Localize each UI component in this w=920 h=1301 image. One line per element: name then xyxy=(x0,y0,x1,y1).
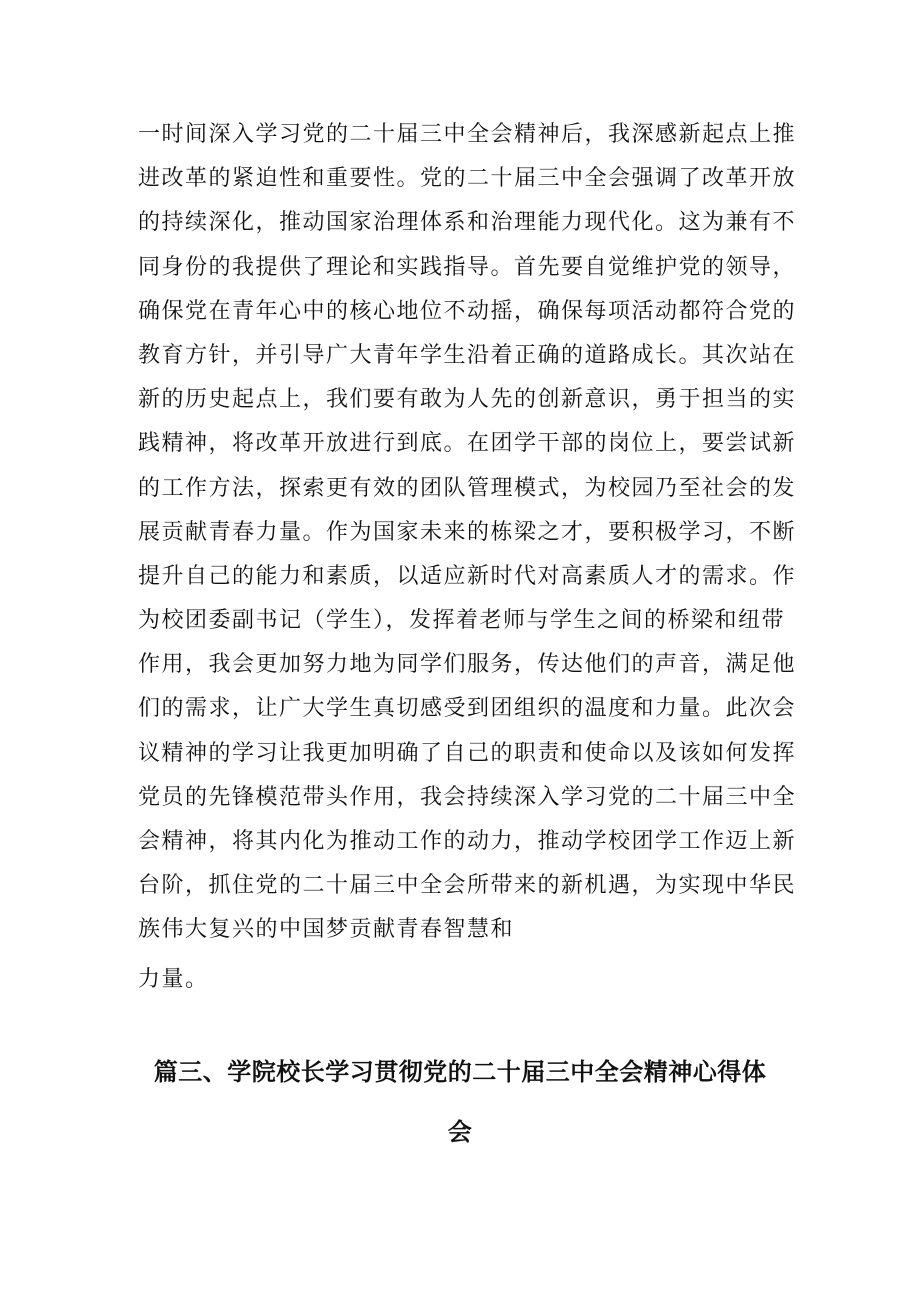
paragraph-line: 进改革的紧迫性和重要性。党的二十届三中全会强调了改革开放 xyxy=(138,166,797,192)
paragraph-line: 会精神，将其内化为推动工作的动力，推动学校团学工作迈上新 xyxy=(138,829,797,854)
paragraph-line: 新的历史起点上，我们要有敢为人先的创新意识，勇于担当的实 xyxy=(138,387,797,413)
body-paragraph xyxy=(138,113,798,953)
paragraph-line: 一时间深入学习党的二十届三中全会精神后，我深感新起点上推 xyxy=(138,122,797,147)
paragraph-line: 教育方针，并引导广大青年学生沿着正确的道路成长。其次站在 xyxy=(138,342,797,368)
paragraph-tail-line: 力量。 xyxy=(138,967,209,992)
paragraph-line: 台阶，抓住党的二十届三中全会所带来的新机遇，为实现中华民 xyxy=(138,873,797,899)
paragraph-line: 的持续深化，推动国家治理体系和治理能力现代化。这为兼有不 xyxy=(138,210,797,236)
section-heading-continuation: 会 xyxy=(447,1118,473,1146)
paragraph-line: 践精神，将改革开放进行到底。在团学干部的岗位上，要尝试新 xyxy=(138,431,797,457)
paragraph-line: 同身份的我提供了理论和实践指导。首先要自觉维护党的领导， xyxy=(138,254,797,280)
paragraph-line: 作用，我会更加努力地为同学们服务，传达他们的声音，满足他 xyxy=(138,652,797,678)
paragraph-line: 确保党在青年心中的核心地位不动摇，确保每项活动都符合党的 xyxy=(138,298,797,324)
section-heading: 篇三、学院校长学习贯彻党的二十届三中全会精神心得体 xyxy=(153,1058,767,1086)
paragraph-line: 提升自己的能力和素质，以适应新时代对高素质人才的需求。作 xyxy=(138,563,797,589)
paragraph-line: 为校团委副书记（学生），发挥着老师与学生之间的桥梁和纽带 xyxy=(138,608,786,634)
paragraph-line: 族伟大复兴的中国梦贡献青春智慧和 xyxy=(138,917,515,943)
paragraph-line: 展贡献青春力量。作为国家未来的栋梁之才，要积极学习，不断 xyxy=(138,519,797,545)
paragraph-line: 党员的先锋模范带头作用，我会持续深入学习党的二十届三中全 xyxy=(138,784,797,810)
paragraph-line: 们的需求，让广大学生真切感受到团组织的温度和力量。此次会 xyxy=(138,696,797,722)
paragraph-line: 议精神的学习让我更加明确了自己的职责和使命以及该如何发挥 xyxy=(138,740,797,766)
paragraph-line: 的工作方法，探索更有效的团队管理模式，为校园乃至社会的发 xyxy=(138,475,797,501)
